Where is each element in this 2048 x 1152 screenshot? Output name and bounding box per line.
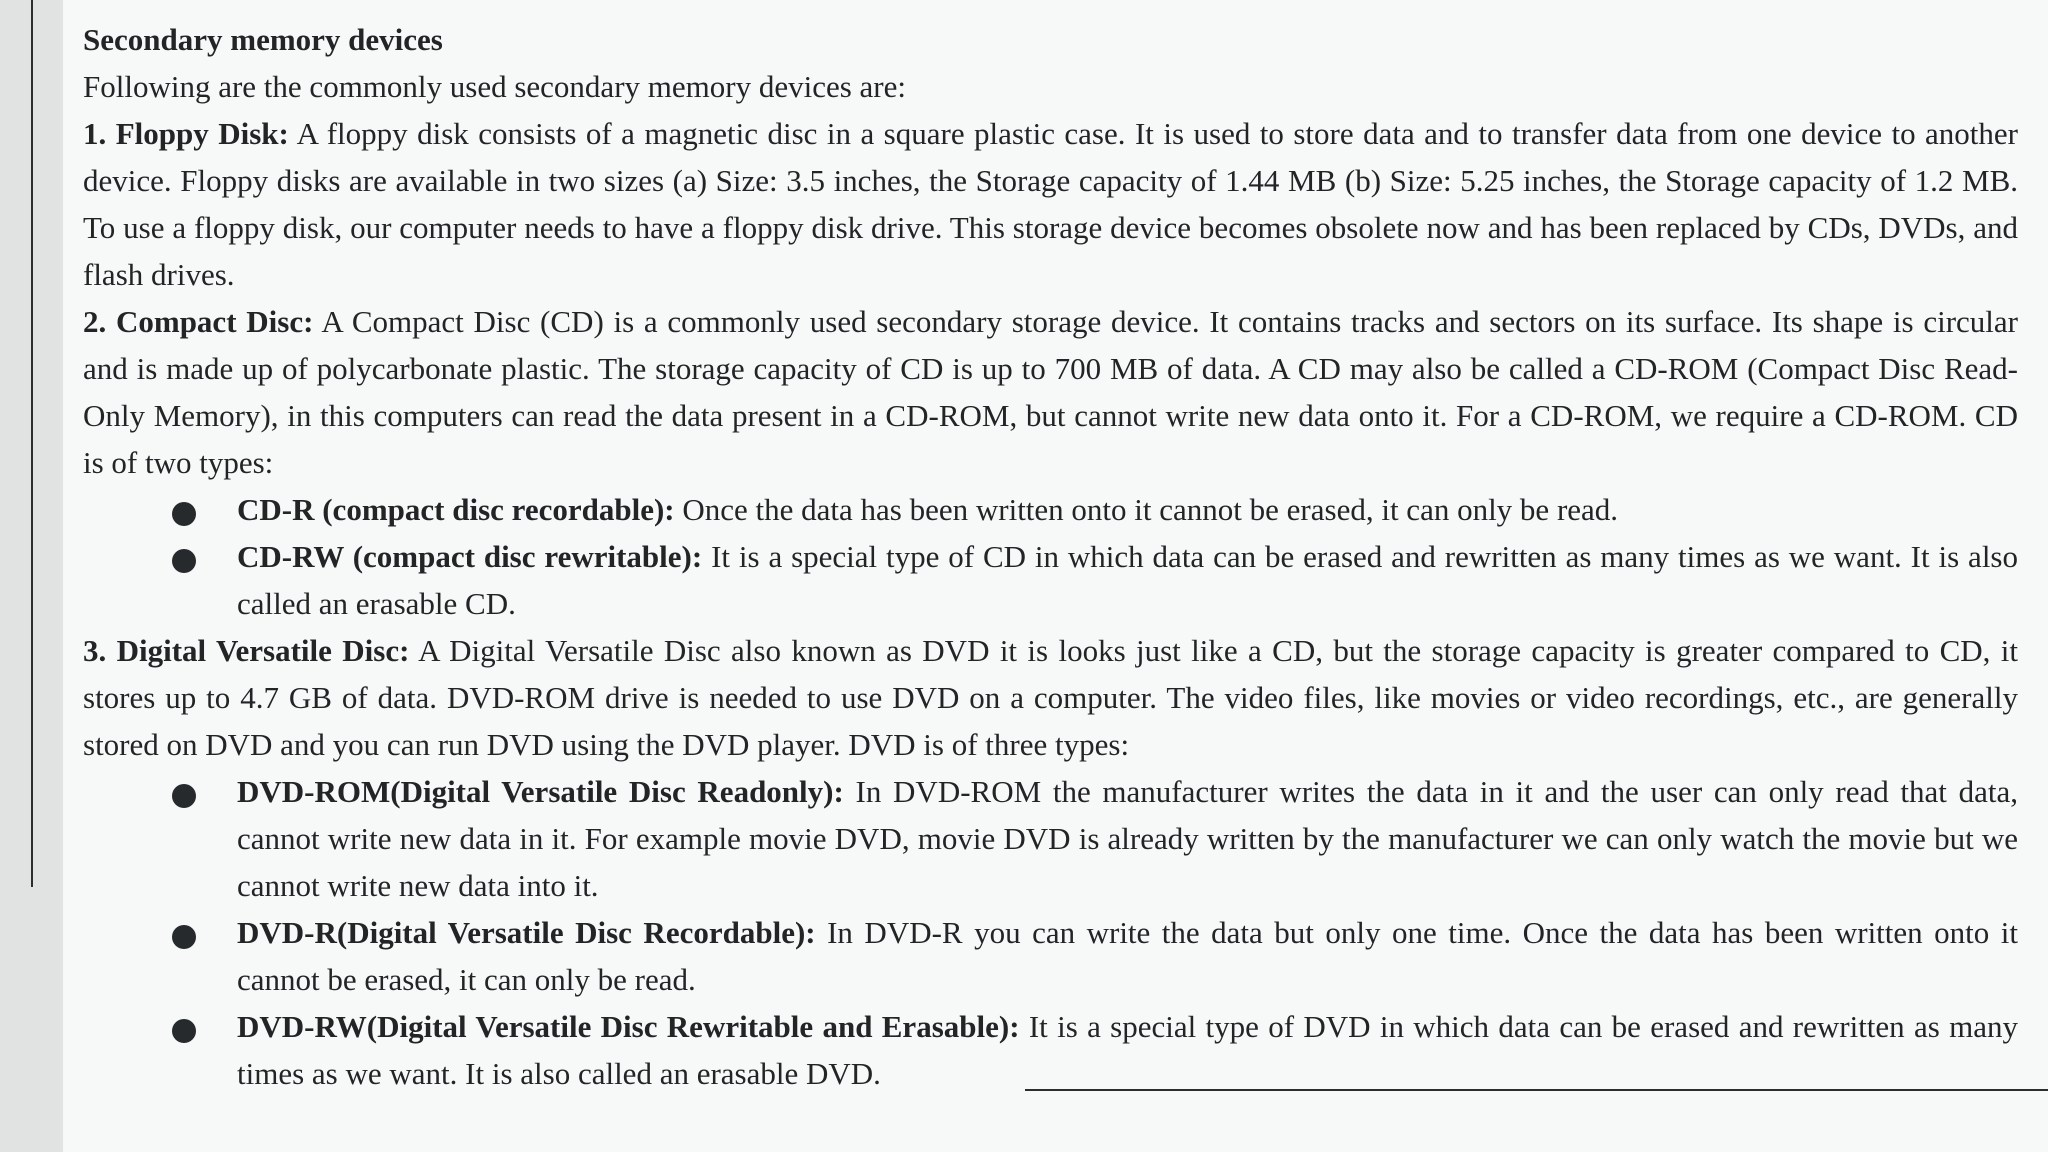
- cd-types-list: [83, 486, 2018, 627]
- list-item-dvd-r: [83, 909, 2018, 1003]
- dvd-term: 3. Digital Versatile Disc:: [83, 633, 410, 668]
- list-item-cd-r: [83, 486, 2018, 533]
- cd-rw-term: CD-RW (compact disc rewritable):: [237, 539, 703, 574]
- dvd-rom-term: DVD-ROM(Digital Versatile Disc Readonly):: [237, 774, 844, 809]
- document-page: [63, 0, 2048, 1152]
- section-heading: Secondary memory devices: [83, 22, 443, 57]
- dvd-rw-text: It is a special type of DVD in which data can be erased and rewritten as many times as we want. It is also called an erasable DVD.: [237, 1009, 2019, 1091]
- dvd-types-list: [83, 768, 2018, 1097]
- compact-disc-text: A Compact Disc (CD) is a commonly used secondary storage device. It contains tracks and sectors on its surface. Its shape is circular and is made up of polycarbonate plastic. The storage capacity of CD is up to 700 MB of data. A CD may also be called a CD-ROM (Compact Disc Read-Only Memory), in this computers can read the data present in a CD-ROM, but cannot write new data onto it. For a CD-ROM, we require a CD-ROM. CD is of two types:: [83, 304, 2018, 480]
- bullet-icon: [172, 1019, 196, 1043]
- floppy-disk-paragraph: [83, 110, 2018, 298]
- floppy-disk-text: A floppy disk consists of a magnetic disc in a square plastic case. It is used to store data and to transfer data from one device to another device. Floppy disks are available in two sizes (a) Size: 3.5 inches, the Storage capacity of 1.44 MB (b) Size: 5.25 inches, the Storage capacity of 1.2 MB. To use a floppy disk, our computer needs to have a floppy disk drive. This storage device becomes obsolete now and has been replaced by CDs, DVDs, and flash drives.: [83, 116, 2019, 292]
- dvd-r-text: In DVD-R you can write the data but only one time. Once the data has been written onto it cannot be erased, it can only be read.: [237, 915, 2019, 997]
- intro-paragraph: Following are the commonly used secondary memory devices are:: [83, 69, 906, 104]
- cd-r-term: CD-R (compact disc recordable):: [237, 492, 675, 527]
- document-content: [83, 16, 2018, 1097]
- gutter-divider-line: [31, 0, 33, 887]
- dvd-paragraph: [83, 627, 2018, 768]
- bullet-icon: [172, 925, 196, 949]
- list-item-dvd-rw: [83, 1003, 2018, 1097]
- dvd-r-term: DVD-R(Digital Versatile Disc Recordable):: [237, 915, 816, 950]
- left-gutter: [0, 0, 63, 1152]
- bullet-icon: [172, 549, 196, 573]
- dvd-rw-term: DVD-RW(Digital Versatile Disc Rewritable and Erasable):: [237, 1009, 1020, 1044]
- cd-rw-text: It is a special type of CD in which data can be erased and rewritten as many times as we want. It is also called an erasable CD.: [237, 539, 2018, 621]
- dvd-text: A Digital Versatile Disc also known as DVD it is looks just like a CD, but the storage capacity is greater compared to CD, it stores up to 4.7 GB of data. DVD-ROM drive is needed to use DVD on a computer. The video files, like movies or video recordings, etc., are generally stored on DVD and you can run DVD using the DVD player. DVD is of three types:: [83, 633, 2018, 762]
- cd-r-text: Once the data has been written onto it cannot be erased, it can only be read.: [674, 492, 1619, 527]
- dvd-rom-text: In DVD-ROM the manufacturer writes the data in it and the user can only read that data, cannot write new data in it. For example movie DVD, movie DVD is already written by the manufacturer we can only watch the movie but we cannot write new data into it.: [237, 774, 2018, 903]
- bullet-icon: [172, 784, 196, 808]
- list-item-dvd-rom: [83, 768, 2018, 909]
- underline-rule: [1025, 1089, 2048, 1091]
- compact-disc-term: 2. Compact Disc:: [83, 304, 314, 339]
- compact-disc-paragraph: [83, 298, 2018, 486]
- bullet-icon: [172, 502, 196, 526]
- list-item-cd-rw: [83, 533, 2018, 627]
- floppy-disk-term: 1. Floppy Disk:: [83, 116, 289, 151]
